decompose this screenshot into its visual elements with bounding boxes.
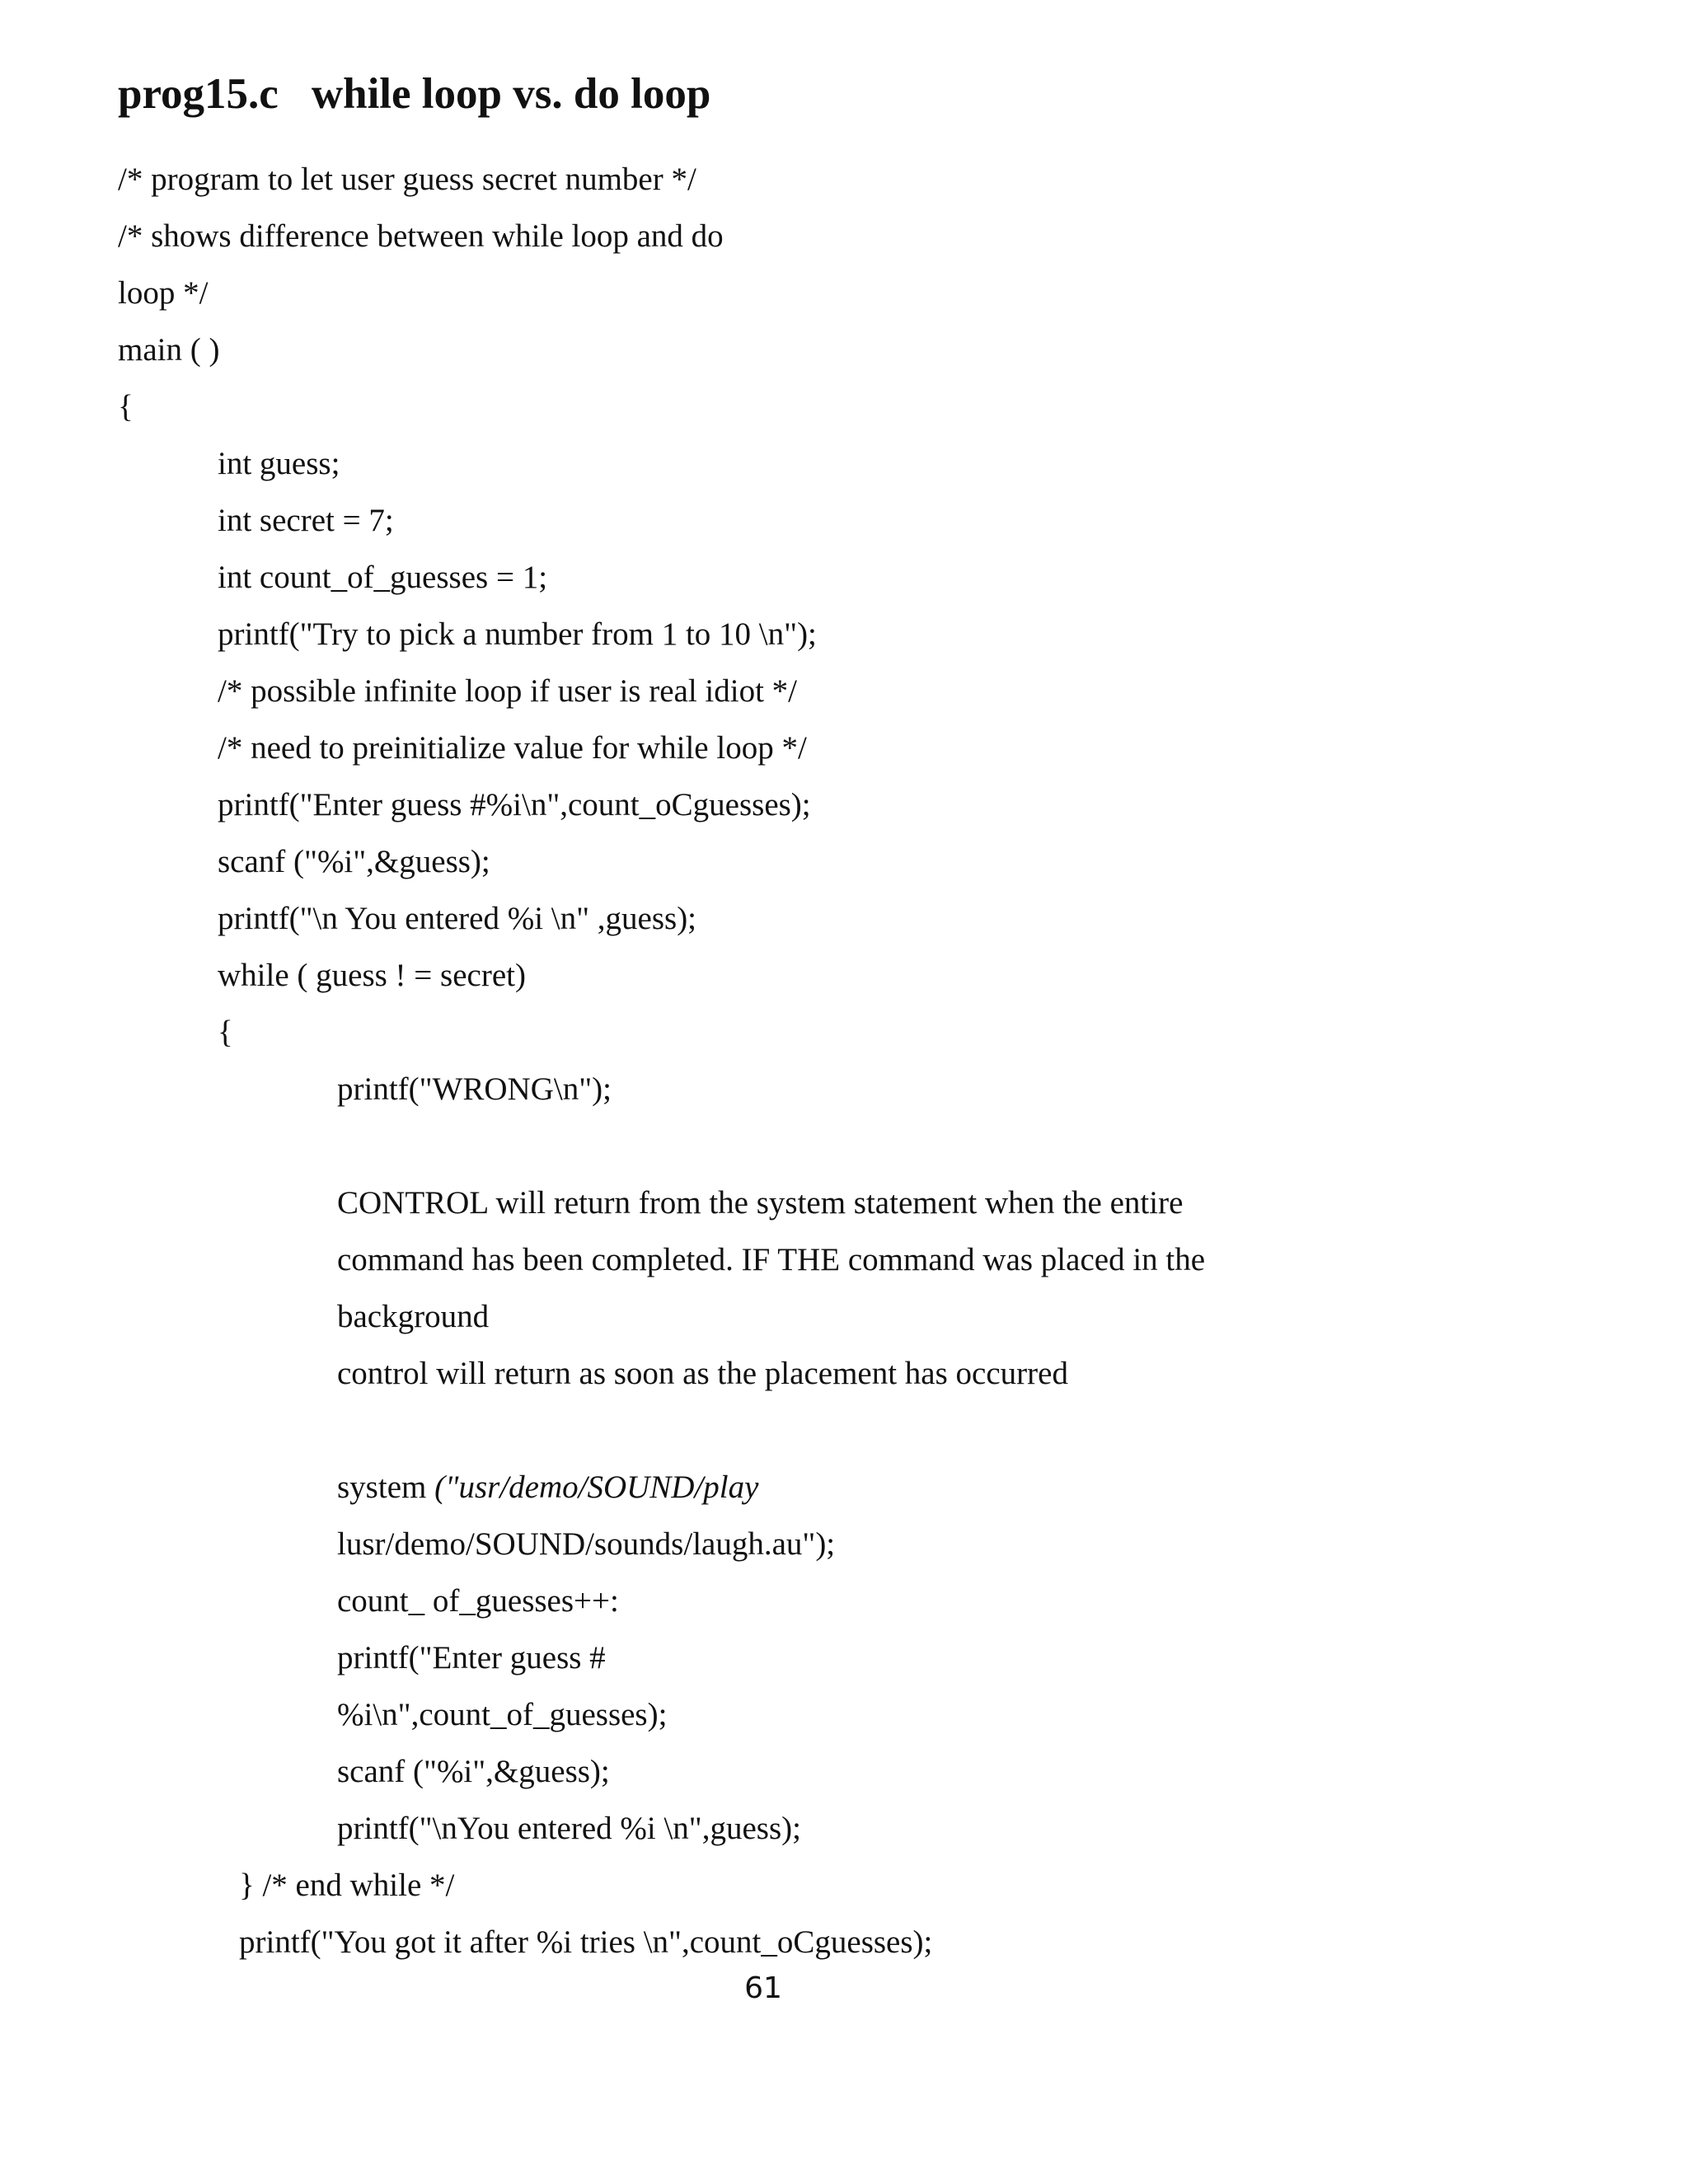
code-line: { — [118, 389, 134, 424]
code-line: printf("WRONG\n"); — [337, 1071, 612, 1107]
code-line: printf("You got it after %i tries \n",count_oCguesses); — [239, 1924, 933, 1960]
code-line: printf("Enter guess # — [337, 1640, 606, 1675]
code-line: main ( ) — [118, 332, 220, 368]
code-line: int guess; — [218, 446, 340, 481]
code-line: control will return as soon as the placement has occurred — [337, 1356, 1068, 1391]
code-line: loop */ — [118, 275, 209, 311]
page-title — [118, 70, 711, 118]
code-line: while ( guess ! = secret) — [218, 958, 526, 993]
code-line: command has been completed. IF THE command was placed in the — [337, 1242, 1206, 1277]
system-argument: ("usr/demo/SOUND/play — [434, 1469, 759, 1505]
code-line: printf("\n You entered %i \n" ,guess); — [218, 901, 697, 936]
code-listing — [0, 151, 1688, 1971]
code-line: /* need to preinitialize value for while loop */ — [218, 730, 807, 766]
title-filename: prog15.c — [118, 70, 279, 118]
code-line: } /* end while */ — [239, 1868, 455, 1903]
code-line: printf("Enter guess #%i\n",count_oCguesses); — [218, 787, 811, 823]
code-line: { — [218, 1015, 233, 1050]
code-line: background — [337, 1299, 490, 1334]
code-line: %i\n",count_of_guesses); — [337, 1697, 668, 1732]
system-keyword: system — [337, 1469, 427, 1505]
code-line: CONTROL will return from the system statement when the entire — [337, 1185, 1184, 1221]
code-line: int count_of_guesses = 1; — [218, 560, 548, 595]
code-line: /* possible infinite loop if user is real idiot */ — [218, 673, 797, 709]
code-line: scanf ("%i",&guess); — [337, 1754, 610, 1789]
title-subject: while loop vs. do loop — [311, 70, 711, 118]
code-line: /* shows difference between while loop and do — [118, 218, 724, 254]
code-line: printf("\nYou entered %i \n",guess); — [337, 1811, 801, 1846]
code-line: printf("Try to pick a number from 1 to 10 \n"); — [218, 616, 817, 652]
page-number: 61 — [744, 1971, 782, 2005]
code-line: lusr/demo/SOUND/sounds/laugh.au"); — [337, 1526, 836, 1562]
code-line — [0, 1459, 1688, 1516]
code-line: count_ of_guesses++: — [337, 1583, 619, 1619]
code-line: /* program to let user guess secret number */ — [118, 162, 696, 197]
blank-line — [0, 1118, 1688, 1174]
code-line: int secret = 7; — [218, 503, 394, 538]
code-line: scanf ("%i",&guess); — [218, 844, 490, 879]
blank-line — [0, 1402, 1688, 1459]
